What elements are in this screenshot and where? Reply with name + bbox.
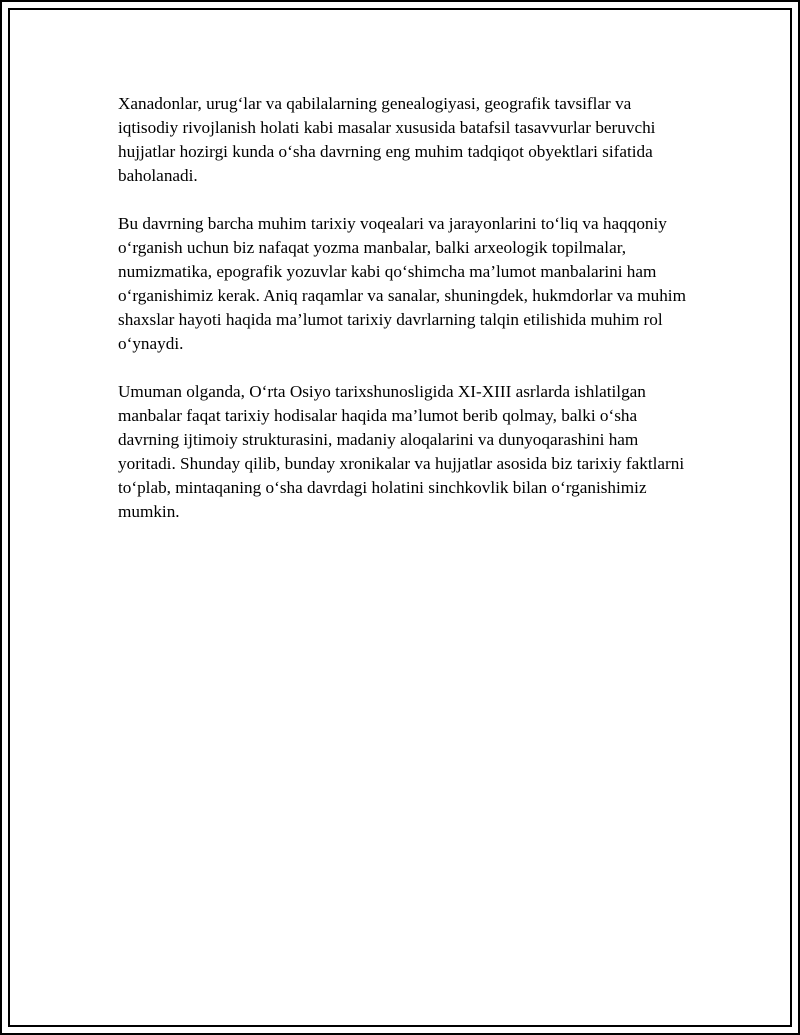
document-body: [118, 92, 693, 548]
paragraph-3: Umuman olganda, O‘rta Osiyo tarixshunosligida XI-XIII asrlarda ishlatilgan manbalar faqat tarixiy hodisalar haqida ma’lumot berib qolmay, balki o‘sha davrning ijtimoiy strukturasini, madaniy aloqalarini va dunyoqarashini ham yoritadi. Shunday qilib, bunday xronikalar va hujjatlar asosida biz tarixiy faktlarni to‘plab, mintaqaning o‘sha davrdagi holatini sinchkovlik bilan o‘rganishimiz mumkin.: [118, 382, 685, 521]
paragraph-2: Bu davrning barcha muhim tarixiy voqealari va jarayonlarini to‘liq va haqqoniy o‘rganish uchun biz nafaqat yozma manbalar, balki arxeologik topilmalar, numizmatika, epografik yozuvlar kabi qo‘shimcha ma’lumot manbalarini ham o‘rganishimiz kerak. Aniq raqamlar va sanalar, shuningdek, hukmdorlar va muhim shaxslar hayoti haqida ma’lumot tarixiy davrlarning talqin etilishida muhim rol o‘ynaydi.: [118, 214, 686, 353]
paragraph-1: Xanadonlar, urug‘lar va qabilalarning genealogiyasi, geografik tavsiflar va iqtisodiy rivojlanish holati kabi masalar xususida batafsil tasavvurlar beruvchi hujjatlar hozirgi kunda o‘sha davrning eng muhim tadqiqot obyektlari sifatida baholanadi.: [118, 94, 656, 185]
